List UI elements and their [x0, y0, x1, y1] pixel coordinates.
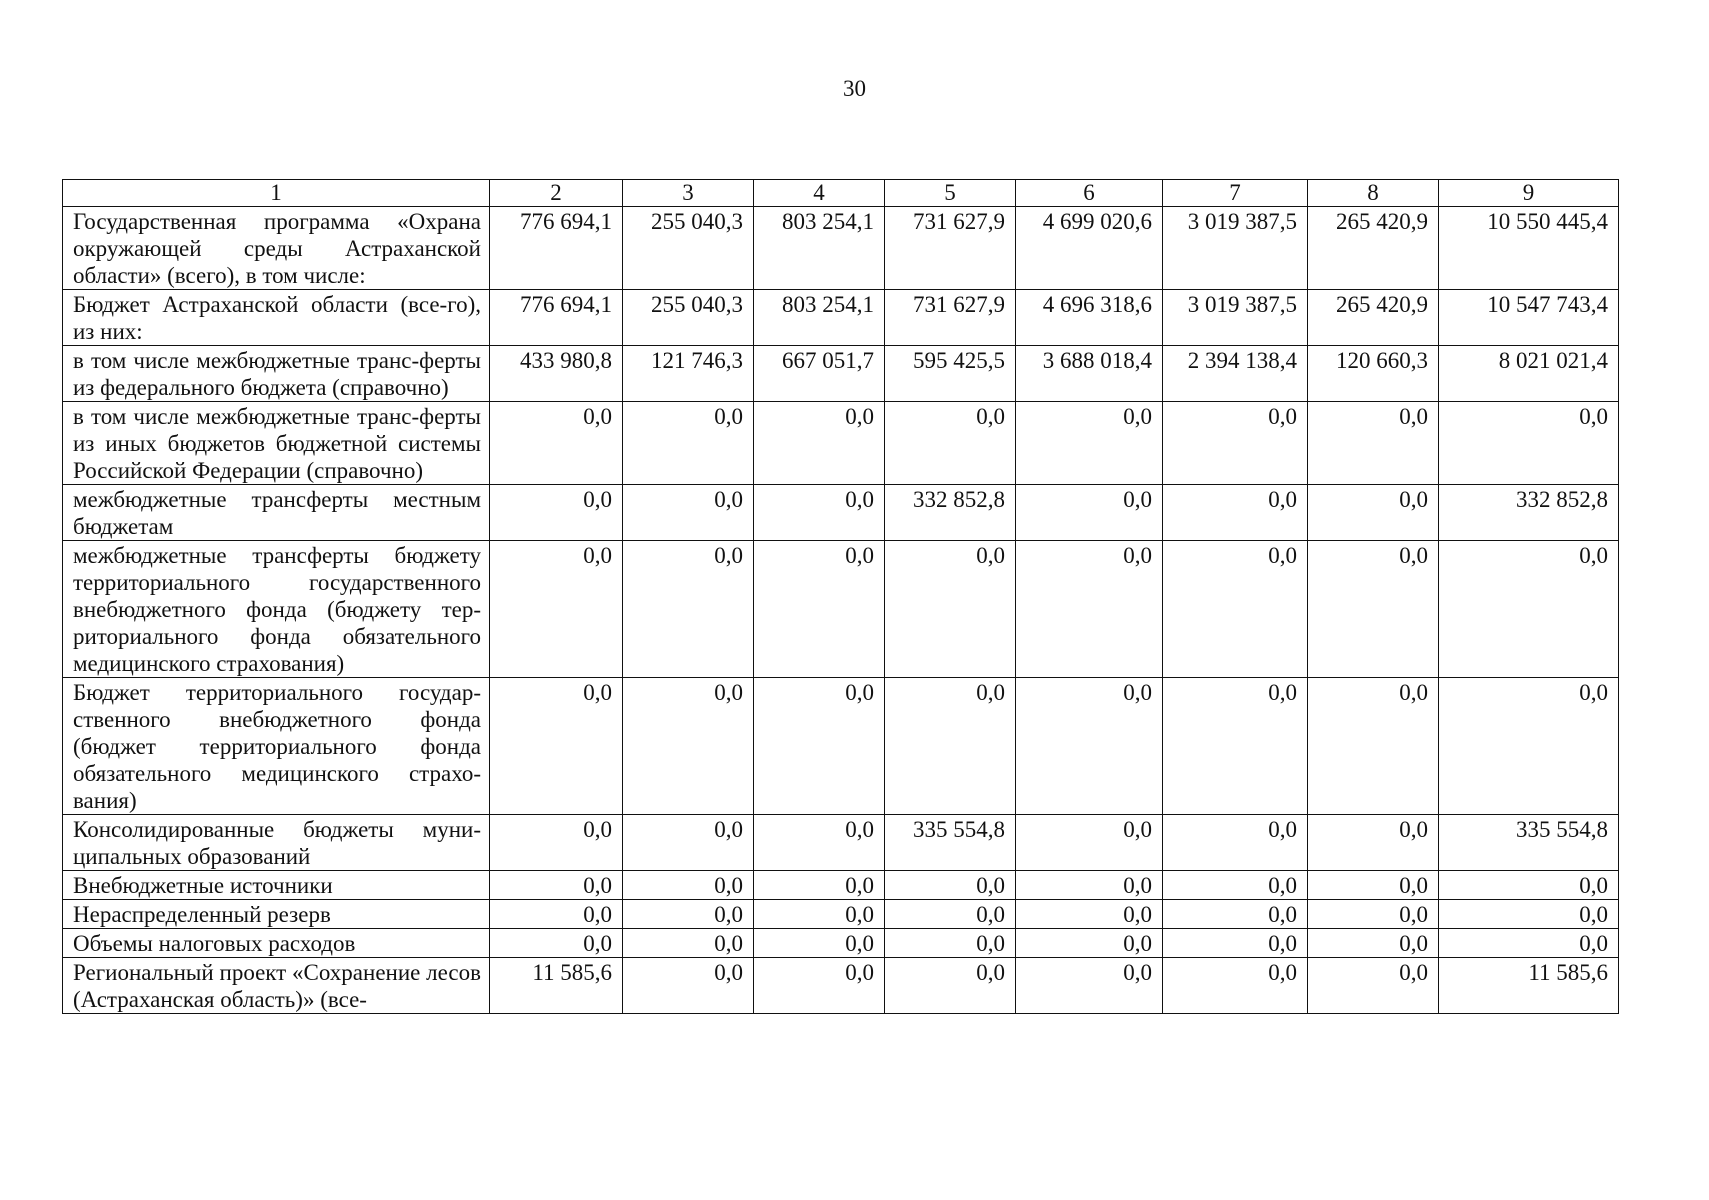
table-cell: 0,0 [623, 485, 754, 541]
table-cell: 11 585,6 [1439, 958, 1619, 1014]
row-label: Нераспределенный резерв [63, 900, 490, 929]
table-cell: 731 627,9 [885, 207, 1016, 290]
table-cell: 335 554,8 [1439, 815, 1619, 871]
table-cell: 3 019 387,5 [1163, 207, 1308, 290]
table-cell: 0,0 [885, 900, 1016, 929]
table-cell: 803 254,1 [754, 290, 885, 346]
row-label: Бюджет территориального государ-ственного внебюджетного фонда (бюджет территориального фонда обязательного медицинского страхо-вания) [63, 678, 490, 815]
table-cell: 0,0 [754, 485, 885, 541]
page-number: 30 [843, 76, 866, 101]
table-cell: 0,0 [1163, 815, 1308, 871]
table-cell: 0,0 [754, 815, 885, 871]
table-row [63, 815, 1619, 871]
table-cell: 0,0 [1163, 678, 1308, 815]
table-row [63, 290, 1619, 346]
table-cell: 10 550 445,4 [1439, 207, 1619, 290]
table-cell: 0,0 [623, 900, 754, 929]
table-cell: 0,0 [1308, 815, 1439, 871]
table-cell: 11 585,6 [490, 958, 623, 1014]
table-cell: 0,0 [754, 541, 885, 678]
table-cell: 595 425,5 [885, 346, 1016, 402]
table-cell: 3 019 387,5 [1163, 290, 1308, 346]
table-cell: 0,0 [623, 958, 754, 1014]
column-header: 3 [623, 180, 754, 207]
table-cell: 335 554,8 [885, 815, 1016, 871]
table-cell: 0,0 [885, 958, 1016, 1014]
row-label: Государственная программа «Охрана окружающей среды Астраханской области» (всего), в том числе: [63, 207, 490, 290]
table-cell: 0,0 [1308, 678, 1439, 815]
table-cell: 0,0 [490, 871, 623, 900]
table-cell: 0,0 [490, 485, 623, 541]
table-row [63, 871, 1619, 900]
table-cell: 0,0 [754, 678, 885, 815]
row-label: Региональный проект «Сохранение лесов (Астраханская область)» (все- [63, 958, 490, 1014]
table-cell: 265 420,9 [1308, 290, 1439, 346]
table-cell: 0,0 [1016, 815, 1163, 871]
table-cell: 0,0 [885, 402, 1016, 485]
table-cell: 0,0 [1163, 929, 1308, 958]
table-cell: 0,0 [754, 958, 885, 1014]
table-cell: 0,0 [1308, 929, 1439, 958]
table-cell: 0,0 [754, 900, 885, 929]
table-cell: 731 627,9 [885, 290, 1016, 346]
table-cell: 0,0 [1308, 958, 1439, 1014]
table-cell: 0,0 [1016, 485, 1163, 541]
table-cell: 121 746,3 [623, 346, 754, 402]
row-label: межбюджетные трансферты бюджету территориального государственного внебюджетного фонда (бюджету тер-риториального фонда обязательного медицинского страхования) [63, 541, 490, 678]
table-cell: 4 699 020,6 [1016, 207, 1163, 290]
table-cell: 667 051,7 [754, 346, 885, 402]
table-cell: 0,0 [1016, 541, 1163, 678]
row-label: Внебюджетные источники [63, 871, 490, 900]
row-label: межбюджетные трансферты местным бюджетам [63, 485, 490, 541]
table-cell: 0,0 [1439, 402, 1619, 485]
table-row [63, 929, 1619, 958]
column-header: 7 [1163, 180, 1308, 207]
table-cell: 4 696 318,6 [1016, 290, 1163, 346]
row-label: в том числе межбюджетные транс-ферты из иных бюджетов бюджетной системы Российской Федерации (справочно) [63, 402, 490, 485]
budget-table [62, 179, 1619, 1014]
table-cell: 3 688 018,4 [1016, 346, 1163, 402]
table-cell: 433 980,8 [490, 346, 623, 402]
table-cell: 0,0 [885, 678, 1016, 815]
column-header: 6 [1016, 180, 1163, 207]
table-cell: 0,0 [1163, 871, 1308, 900]
column-header: 9 [1439, 180, 1619, 207]
table-row [63, 541, 1619, 678]
table-cell: 0,0 [1016, 900, 1163, 929]
table-cell: 0,0 [623, 929, 754, 958]
table-row [63, 958, 1619, 1014]
column-header: 2 [490, 180, 623, 207]
row-label: Объемы налоговых расходов [63, 929, 490, 958]
row-label: в том числе межбюджетные транс-ферты из федерального бюджета (справочно) [63, 346, 490, 402]
table-cell: 0,0 [1016, 402, 1163, 485]
table-cell: 0,0 [1439, 900, 1619, 929]
column-header: 1 [63, 180, 490, 207]
table-cell: 332 852,8 [885, 485, 1016, 541]
table-row [63, 485, 1619, 541]
table-cell: 0,0 [1308, 402, 1439, 485]
table-cell: 332 852,8 [1439, 485, 1619, 541]
table-cell: 10 547 743,4 [1439, 290, 1619, 346]
table-cell: 265 420,9 [1308, 207, 1439, 290]
table-header-row [63, 180, 1619, 207]
table-cell: 0,0 [490, 900, 623, 929]
table-cell: 0,0 [1016, 871, 1163, 900]
column-header: 5 [885, 180, 1016, 207]
table-cell: 776 694,1 [490, 207, 623, 290]
table-cell: 255 040,3 [623, 290, 754, 346]
table-cell: 0,0 [1308, 871, 1439, 900]
table-cell: 776 694,1 [490, 290, 623, 346]
table-row [63, 346, 1619, 402]
table-cell: 0,0 [754, 871, 885, 900]
table-cell: 0,0 [1163, 900, 1308, 929]
table-cell: 0,0 [490, 541, 623, 678]
table-cell: 0,0 [623, 871, 754, 900]
table-cell: 0,0 [1163, 402, 1308, 485]
table-cell: 8 021 021,4 [1439, 346, 1619, 402]
table-cell: 0,0 [490, 929, 623, 958]
table-cell: 0,0 [1163, 958, 1308, 1014]
table-cell: 0,0 [1439, 541, 1619, 678]
table-cell: 0,0 [490, 402, 623, 485]
table-row [63, 207, 1619, 290]
table-cell: 255 040,3 [623, 207, 754, 290]
table-cell: 0,0 [1016, 678, 1163, 815]
table-cell: 0,0 [885, 871, 1016, 900]
table-cell: 0,0 [885, 541, 1016, 678]
row-label: Бюджет Астраханской области (все-го), из них: [63, 290, 490, 346]
table-cell: 0,0 [1308, 485, 1439, 541]
table-cell: 0,0 [1439, 678, 1619, 815]
table-cell: 0,0 [623, 678, 754, 815]
table-cell: 803 254,1 [754, 207, 885, 290]
table-row [63, 678, 1619, 815]
table-cell: 0,0 [754, 929, 885, 958]
table-cell: 0,0 [754, 402, 885, 485]
column-header: 4 [754, 180, 885, 207]
table-cell: 0,0 [623, 402, 754, 485]
table-cell: 0,0 [1308, 541, 1439, 678]
table-cell: 0,0 [1439, 871, 1619, 900]
table-cell: 120 660,3 [1308, 346, 1439, 402]
table-cell: 0,0 [1016, 929, 1163, 958]
table-cell: 0,0 [1016, 958, 1163, 1014]
table-cell: 0,0 [490, 678, 623, 815]
table-cell: 0,0 [1439, 929, 1619, 958]
table-cell: 2 394 138,4 [1163, 346, 1308, 402]
table-cell: 0,0 [1308, 900, 1439, 929]
table-cell: 0,0 [1163, 541, 1308, 678]
table-cell: 0,0 [885, 929, 1016, 958]
table-cell: 0,0 [623, 541, 754, 678]
table-cell: 0,0 [490, 815, 623, 871]
table-cell: 0,0 [1163, 485, 1308, 541]
row-label: Консолидированные бюджеты муни-ципальных образований [63, 815, 490, 871]
table-cell: 0,0 [623, 815, 754, 871]
column-header: 8 [1308, 180, 1439, 207]
table-row [63, 900, 1619, 929]
table-row [63, 402, 1619, 485]
